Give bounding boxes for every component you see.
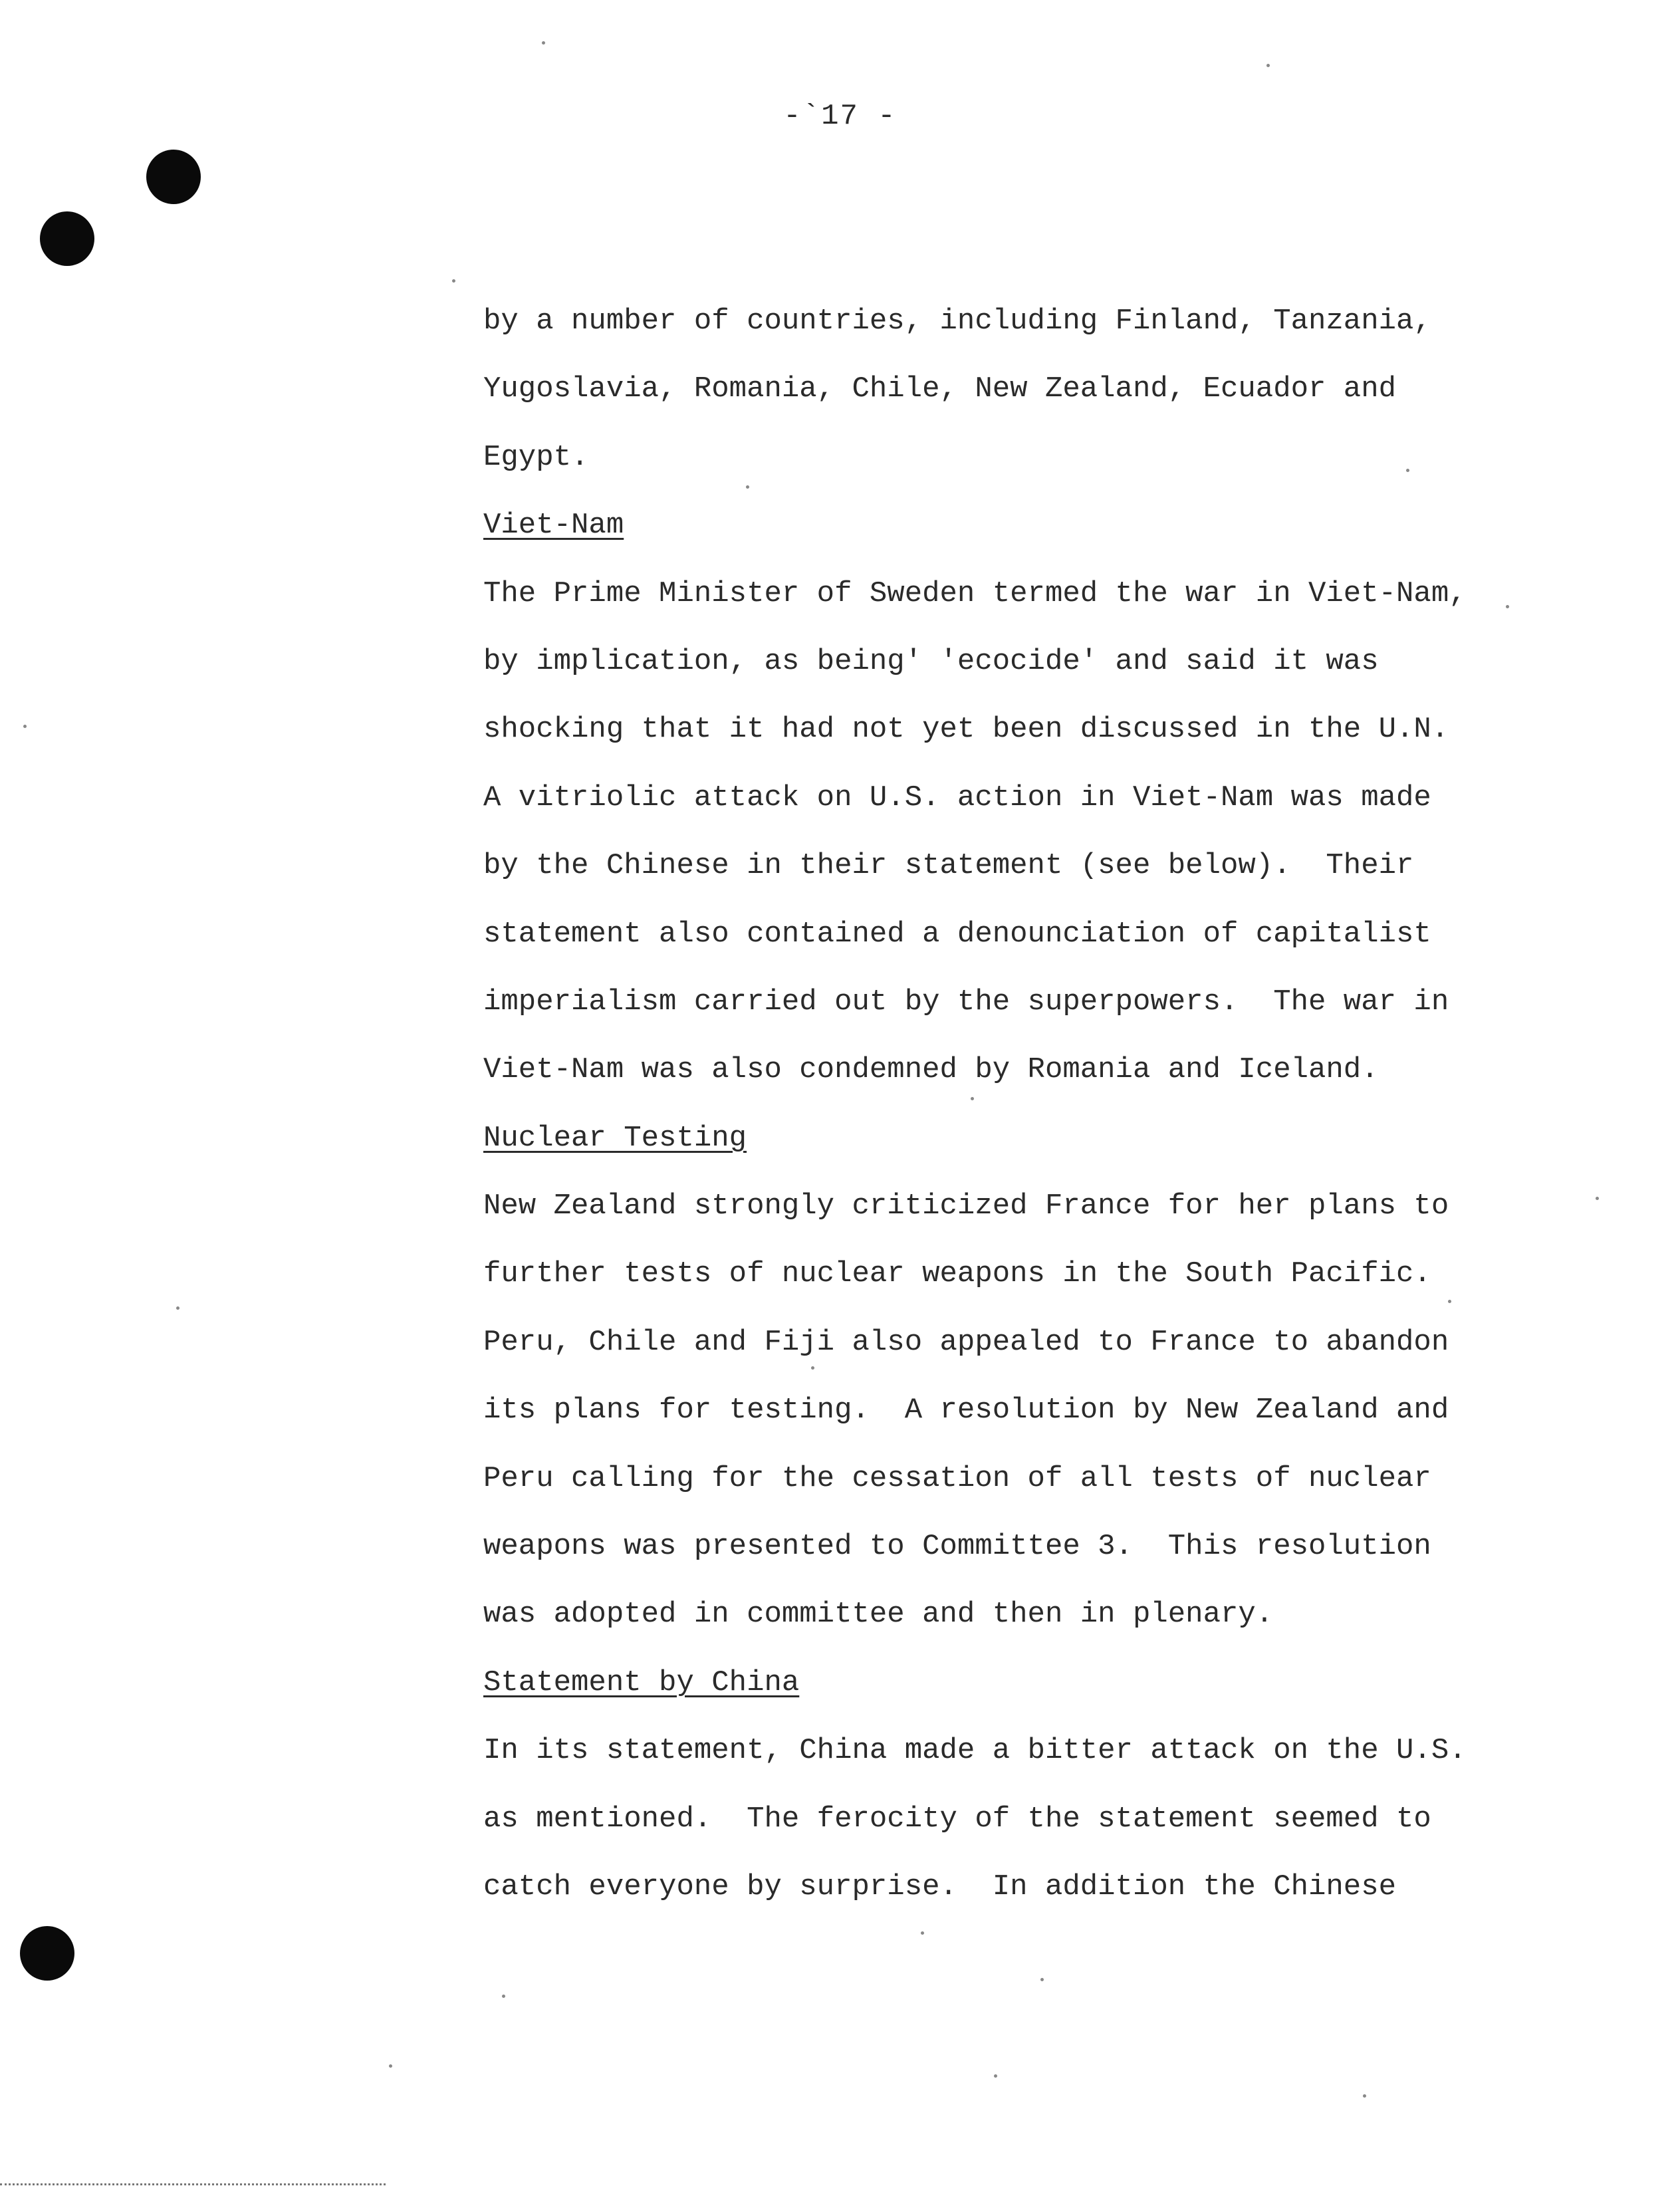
text-line: was adopted in committee and then in plenary. <box>483 1598 1274 1632</box>
punch-hole <box>40 211 94 266</box>
scan-speck <box>971 1097 974 1100</box>
scan-speck <box>1266 64 1270 67</box>
punch-hole <box>20 1926 74 1981</box>
text-line: by a number of countries, including Finland, Tanzania, <box>483 305 1431 338</box>
scan-speck <box>176 1306 180 1310</box>
text-line: its plans for testing. A resolution by New Zealand and <box>483 1394 1449 1427</box>
text-line: Peru calling for the cessation of all tests of nuclear <box>483 1461 1431 1495</box>
text-line: In its statement, China made a bitter attack on the U.S. <box>483 1734 1467 1768</box>
section-heading-statement-by-china: Statement by China <box>483 1665 800 1699</box>
text-line: Peru, Chile and Fiji also appealed to France to abandon <box>483 1325 1449 1359</box>
scan-speck <box>921 1931 924 1935</box>
text-line: shocking that it had not yet been discussed in the U.N. <box>483 713 1449 747</box>
scan-speck <box>1406 469 1409 472</box>
scan-speck <box>1506 605 1509 608</box>
text-line: imperialism carried out by the superpowers. The war in <box>483 985 1449 1019</box>
text-line: catch everyone by surprise. In addition the Chinese <box>483 1870 1397 1903</box>
section-heading-nuclear-testing: Nuclear Testing <box>483 1121 747 1155</box>
text-line: statement also contained a denounciation of capitalist <box>483 917 1431 951</box>
scan-speck <box>23 725 27 728</box>
document-body <box>483 287 1627 1921</box>
text-line: Yugoslavia, Romania, Chile, New Zealand, Ecuador and <box>483 372 1397 406</box>
scan-speck <box>1040 1978 1044 1981</box>
text-line: further tests of nuclear weapons in the South Pacific. <box>483 1257 1431 1291</box>
text-line: by implication, as being' 'ecocide' and said it was <box>483 644 1379 678</box>
scan-speck <box>502 1995 505 1998</box>
scan-speck <box>811 1366 814 1370</box>
text-line: The Prime Minister of Sweden termed the war in Viet-Nam, <box>483 576 1467 610</box>
scan-speck <box>994 2074 997 2078</box>
scan-speck <box>1448 1300 1451 1303</box>
text-line: A vitriolic attack on U.S. action in Viet-Nam was made <box>483 781 1431 814</box>
scan-speck <box>1363 2094 1366 2098</box>
text-line: Egypt. <box>483 440 589 474</box>
scan-speck <box>746 485 749 489</box>
scan-edge-rule <box>0 2183 386 2185</box>
text-line: New Zealand strongly criticized France for her plans to <box>483 1189 1449 1223</box>
text-line: by the Chinese in their statement (see below). Their <box>483 849 1414 883</box>
text-line: weapons was presented to Committee 3. This resolution <box>483 1530 1431 1564</box>
scan-speck <box>542 41 545 45</box>
punch-hole <box>146 150 201 204</box>
scan-speck <box>389 2064 392 2068</box>
text-line: Viet-Nam was also condemned by Romania and Iceland. <box>483 1053 1379 1087</box>
scan-speck <box>452 279 455 283</box>
text-line: as mentioned. The ferocity of the statement seemed to <box>483 1802 1431 1836</box>
scan-speck <box>1596 1197 1599 1200</box>
section-heading-viet-nam: Viet-Nam <box>483 509 624 543</box>
page-number: -`17 - <box>783 100 897 133</box>
